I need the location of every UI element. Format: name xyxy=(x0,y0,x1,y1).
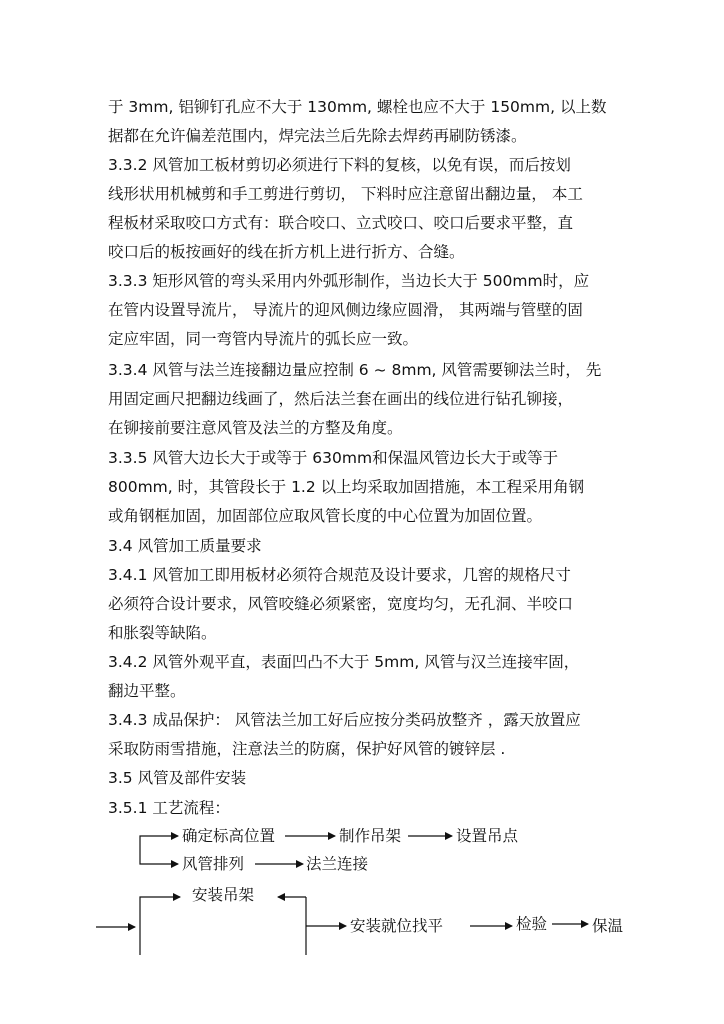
text-line: 3.4.2 风管外观平直，表面凹凸不大于 5mm, 风管与汉兰连接牢固， xyxy=(108,653,580,671)
flow-step-install-hanger: 安装吊架 xyxy=(192,886,255,904)
text-line: 必须符合设计要求，风管咬缝必须紧密，宽度均匀，无孔洞、半咬口 xyxy=(108,595,574,613)
text-line: 于 3mm, 铝铆钉孔应不大于 130mm, 螺栓也应不大于 150mm, 以上数 xyxy=(108,98,607,116)
text-line: 3.4.1 风管加工即用板材必须符合规范及设计要求，几窖的规格尺寸 xyxy=(108,566,571,584)
flow-step-duct-arrangement: 风管排列 xyxy=(182,855,245,873)
text-line: 或角钢框加固，加固部位应取风管长度的中心位置为加固位置。 xyxy=(108,507,543,525)
section-heading: 3.5 风管及部件安装 xyxy=(108,769,247,787)
text-line: 3.3.2 风管加工板材剪切必须进行下料的复核，以免有误，而后按划 xyxy=(108,156,571,174)
text-line: 3.3.4 风管与法兰连接翻边量应控制 6 ~ 8mm, 风管需要铆法兰时， 先 xyxy=(108,361,602,379)
flow-step-flange-connection: 法兰连接 xyxy=(306,855,369,873)
flow-step-set-hanging-point: 设置吊点 xyxy=(456,827,519,845)
text-line: 800mm, 时，其管段长于 1.2 以上均采取加固措施，本工程采用角钢 xyxy=(108,478,585,496)
text-line: 和胀裂等缺陷。 xyxy=(108,624,217,642)
flow-step-confirm-elevation: 确定标高位置 xyxy=(182,827,276,845)
text-line: 用固定画尺把翻边线画了，然后法兰套在画出的线位进行钻孔铆接， xyxy=(108,390,574,408)
flow-step-inspection: 检验 xyxy=(516,915,548,933)
text-line: 程板材采取咬口方式有：联合咬口、立式咬口、咬口后要求平整，直 xyxy=(108,214,574,232)
text-line: 3.3.3 矩形风管的弯头采用内外弧形制作，当边长大于 500mm时，应 xyxy=(108,272,590,290)
text-line: 据都在允许偏差范围内，焊完法兰后先除去焊药再刷防锈漆。 xyxy=(108,127,527,145)
flow-arrow xyxy=(140,862,178,864)
text-line: 定应牢固，同一弯管内导流片的弧长应一致。 xyxy=(108,330,419,348)
text-line: 3.4.3 成品保护： 风管法兰加工好后应按分类码放整齐 ，露天放置应 xyxy=(108,711,581,729)
flow-step-insulation: 保温 xyxy=(592,917,624,935)
flow-step-make-hanger: 制作吊架 xyxy=(339,827,402,845)
text-line: 采取防雨雪措施，注意法兰的防腐，保护好风管的镀锌层 . xyxy=(108,740,506,758)
flow-arrow xyxy=(140,836,178,862)
flow-step-install-level: 安装就位找平 xyxy=(350,917,444,935)
text-line: 在铆接前要注意风管及法兰的方整及角度。 xyxy=(108,419,403,437)
flow-arrow xyxy=(140,897,180,955)
text-line: 线形状用机械剪和手工剪进行剪切， 下料时应注意留出翻边量， 本工 xyxy=(108,185,583,203)
text-line: 在管内设置导流片， 导流片的迎风侧边缘应圆滑， 其两端与管壁的固 xyxy=(108,301,583,319)
text-line: 3.3.5 风管大边长大于或等于 630mm和保温风管边长大于或等于 xyxy=(108,449,559,467)
text-line: 3.5.1 工艺流程： xyxy=(108,799,230,817)
text-line: 咬口后的板按画好的线在折方机上进行折方、合缝。 xyxy=(108,243,465,261)
section-heading: 3.4 风管加工质量要求 xyxy=(108,537,262,555)
text-line: 翻边平整。 xyxy=(108,682,186,700)
